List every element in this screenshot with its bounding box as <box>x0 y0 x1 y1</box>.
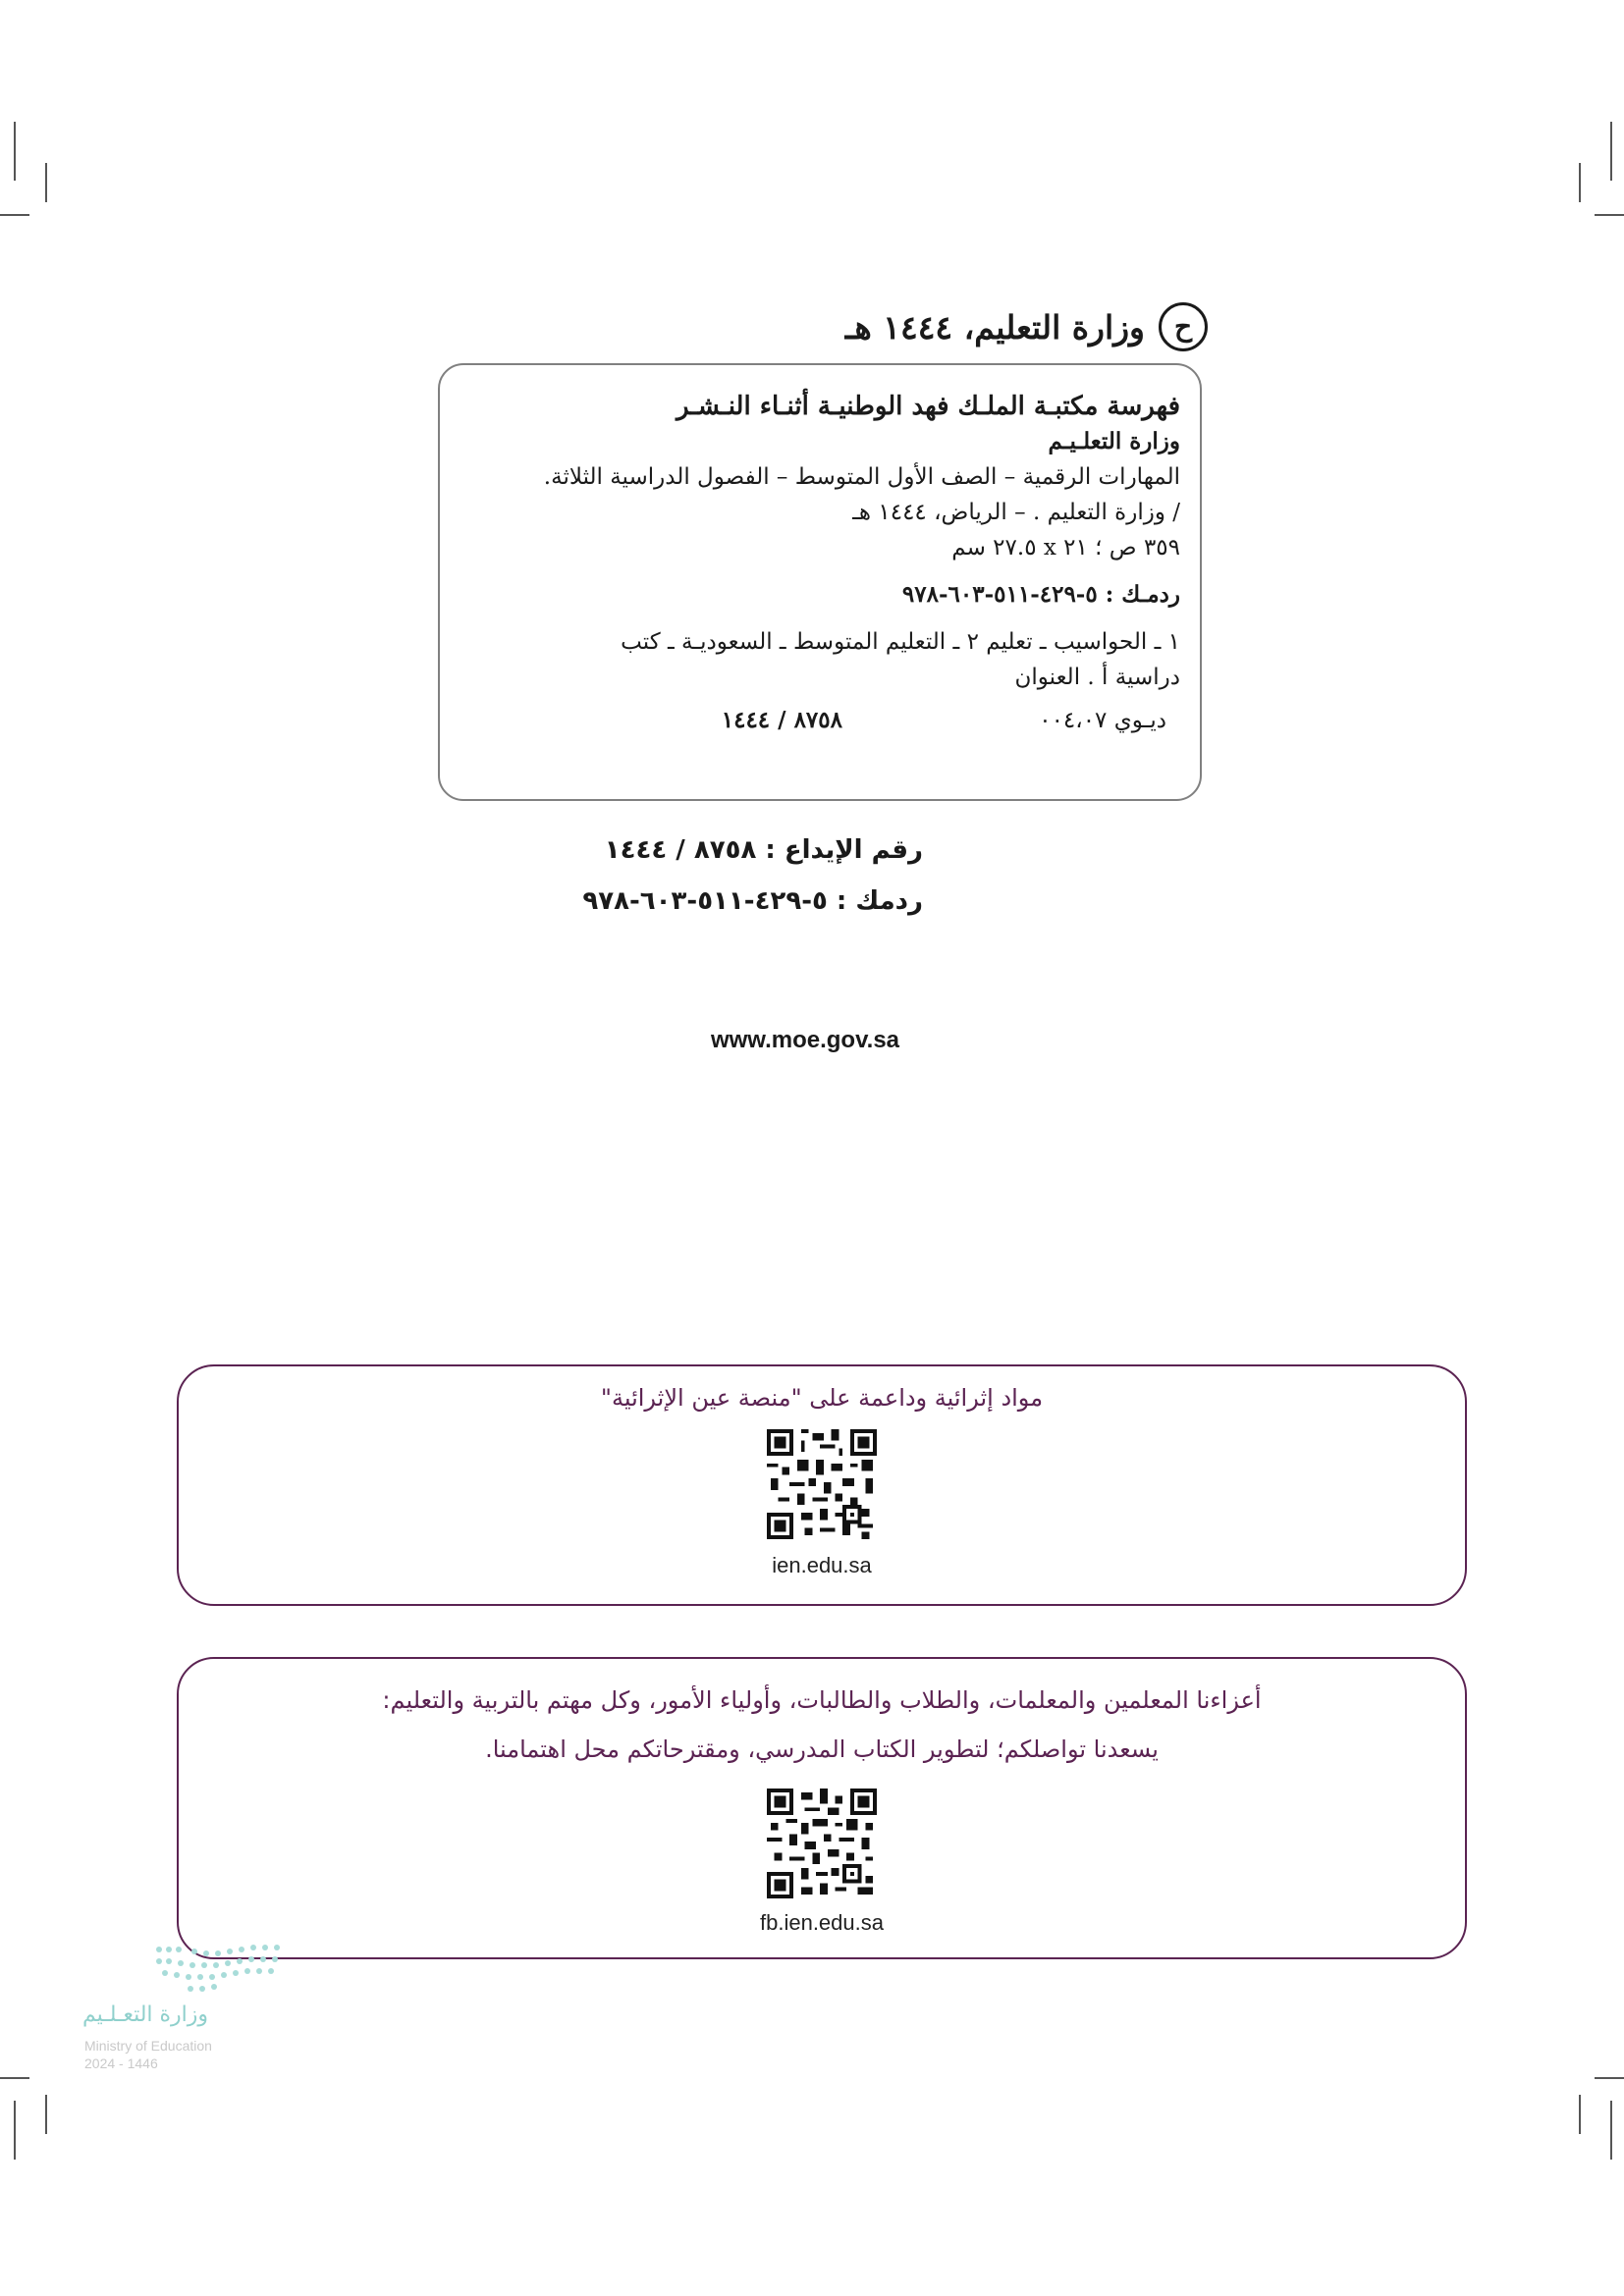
crop-mark <box>1610 2101 1612 2160</box>
crop-mark <box>1610 122 1612 181</box>
crop-mark <box>0 214 29 216</box>
ministry-website[interactable]: www.moe.gov.sa <box>710 1027 900 1053</box>
logo-english: Ministry of Education <box>84 2038 212 2054</box>
ien-platform-box <box>177 1364 1467 1606</box>
logo-dots-icon <box>151 1944 367 1999</box>
deposit-info <box>530 825 923 927</box>
logo-arabic: وزارة التعـلـيم <box>82 2002 209 2027</box>
crop-mark <box>14 2101 16 2160</box>
copyright-heading <box>776 302 1208 351</box>
catalog-isbn: ردمـك : ٥-٤٢٩-٥١١-٦٠٣-٩٧٨ <box>901 581 1180 608</box>
crop-mark <box>1579 2095 1581 2134</box>
catalog-dewey: ديـوي ٠٠٤،٠٧ <box>1039 708 1166 733</box>
catalog-subjects-cont: دراسية أ . العنوان <box>1014 665 1180 690</box>
crop-mark <box>1595 2077 1624 2079</box>
ien-url[interactable]: ien.edu.sa <box>772 1553 872 1577</box>
crop-mark <box>1595 214 1624 216</box>
cataloging-in-publication-box <box>438 363 1202 801</box>
crop-mark <box>14 122 16 181</box>
ien-platform-text: مواد إثرائية وداعمة على "منصة عين الإثرائية" <box>600 1384 1044 1412</box>
crop-mark <box>45 2095 47 2134</box>
crop-mark <box>45 163 47 202</box>
catalog-book-title: المهارات الرقمية – الصف الأول المتوسط – الفصول الدراسية الثلاثة. <box>543 464 1180 490</box>
copyright-text: وزارة التعليم، ١٤٤٤ هـ <box>844 307 1145 347</box>
catalog-pages: ٣٥٩ ص ؛ ٢١ x ٢٧.٥ سم <box>951 535 1180 561</box>
catalog-publisher: / وزارة التعليم . – الرياض، ١٤٤٤ هـ <box>852 500 1180 525</box>
feedback-url[interactable]: fb.ien.edu.sa <box>760 1910 884 1935</box>
logo-years: 2024 - 1446 <box>84 2056 158 2071</box>
catalog-subjects: ١ ـ الحواسيب ـ تعليم ٢ ـ التعليم المتوسط ـ السعوديـة ـ كتب <box>621 629 1180 655</box>
deposit-number: رقم الإيداع : ٨٧٥٨ / ١٤٤٤ <box>604 835 923 865</box>
ien-qr-code[interactable] <box>767 1429 877 1539</box>
feedback-text-line2: يسعدنا تواصلكم؛ لتطوير الكتاب المدرسي، ومقترحاتكم محل اهتمامنا. <box>485 1735 1159 1763</box>
crop-mark <box>1579 163 1581 202</box>
catalog-title: فهرسة مكتبـة الملـك فهد الوطنيـة أثنـاء النـشـر <box>676 392 1180 421</box>
catalog-classification-row <box>460 703 1180 738</box>
deposit-isbn: ردمك : ٥-٤٢٩-٥١١-٦٠٣-٩٧٨ <box>582 886 923 916</box>
feedback-box <box>177 1657 1467 1959</box>
catalog-deposit: ٨٧٥٨ / ١٤٤٤ <box>721 707 842 733</box>
crop-mark <box>0 2077 29 2079</box>
feedback-qr-code[interactable] <box>767 1789 877 1898</box>
ministry-logo <box>82 1944 298 2081</box>
catalog-author: وزارة التعلـيـم <box>1048 428 1180 454</box>
feedback-text-line1: أعزاءنا المعلمين والمعلمات، والطلاب والطالبات، وأولياء الأمور، وكل مهتم بالتربية والتعليم: <box>382 1686 1262 1714</box>
copyright-symbol: ح <box>1159 302 1208 351</box>
